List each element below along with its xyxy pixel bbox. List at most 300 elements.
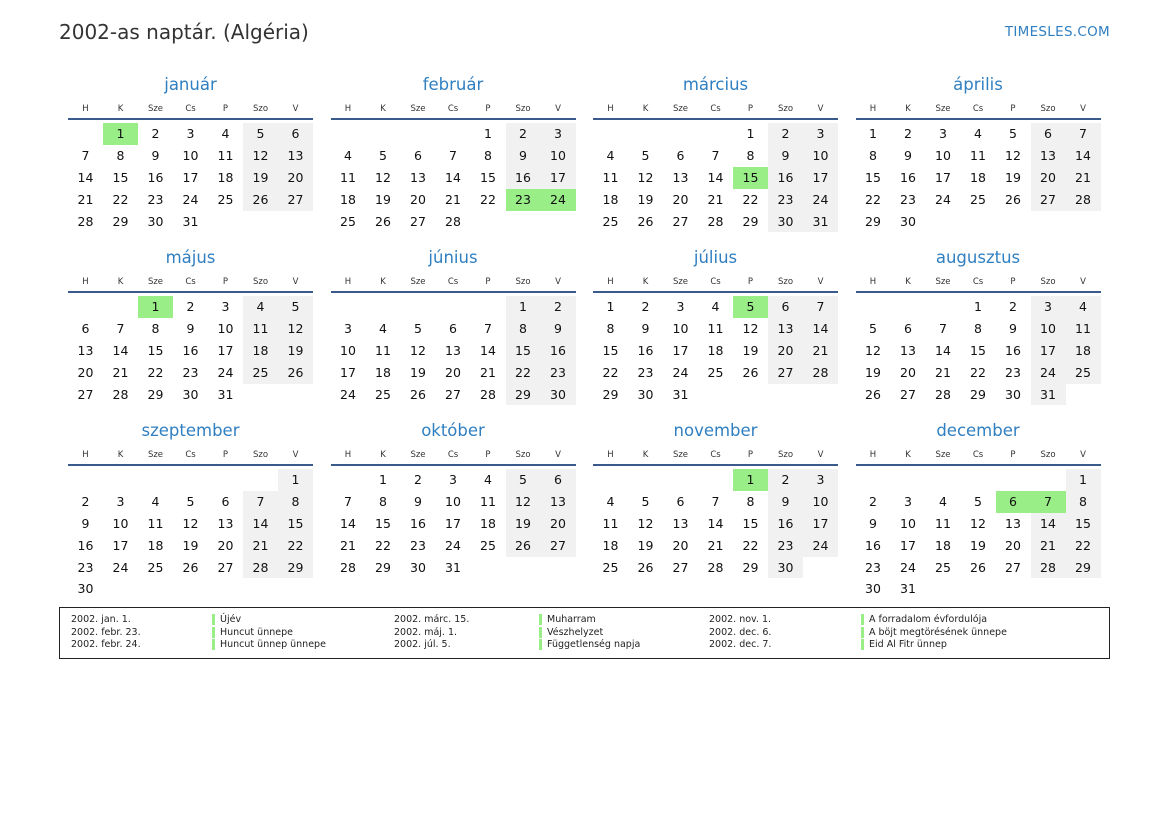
day-cell: 27	[445, 386, 461, 402]
day-cell: 24	[672, 364, 689, 380]
day-cell: 22	[742, 537, 759, 553]
empty-cell	[856, 296, 891, 318]
day-cell: 23	[1005, 364, 1021, 380]
weekday-label: K	[117, 277, 124, 287]
day-cell: 18	[480, 515, 496, 531]
day-cell: 13	[900, 342, 916, 358]
days-grid	[331, 123, 576, 232]
legend-name-column	[212, 614, 326, 652]
day-cell: 20	[1031, 167, 1066, 189]
day-cell: 26	[637, 213, 654, 229]
month-calendar	[593, 420, 838, 593]
day-cell: 7	[1066, 123, 1101, 145]
day-cell: 20	[445, 364, 461, 380]
day-cell: 27	[672, 213, 689, 229]
day-cell: 12	[375, 169, 391, 185]
day-cell: 16	[147, 169, 164, 185]
day-cell: 10	[445, 493, 461, 509]
day-cell: 21	[707, 191, 724, 207]
weekday-header	[856, 100, 1101, 120]
holiday-day-cell: 7	[1031, 491, 1066, 513]
day-cell: 4	[1066, 296, 1101, 318]
day-cell: 28	[340, 559, 356, 575]
weekday-label: Cs	[710, 450, 721, 460]
day-cell: 20	[217, 537, 234, 553]
empty-cell	[1031, 469, 1066, 491]
day-cell: 10	[182, 147, 199, 163]
day-cell: 26	[278, 362, 313, 384]
empty-cell	[593, 469, 628, 491]
weekday-label: V	[817, 450, 824, 460]
day-cell: 30	[900, 213, 916, 229]
day-cell: 17	[182, 169, 199, 185]
day-cell: 1	[484, 126, 492, 141]
day-cell: 1	[974, 299, 982, 314]
day-cell: 21	[243, 535, 278, 557]
day-cell: 8	[606, 320, 615, 336]
day-cell: 15	[375, 515, 391, 531]
month-name: március	[682, 75, 749, 94]
site-link[interactable]: TIMESLES.COM	[1004, 24, 1110, 40]
day-cell: 4	[484, 472, 492, 487]
days-grid	[593, 296, 838, 405]
day-cell: 14	[445, 169, 461, 185]
day-cell: 15	[970, 342, 986, 358]
day-cell: 10	[803, 491, 838, 513]
day-cell: 4	[606, 493, 615, 509]
weekday-label: Szo	[515, 450, 531, 460]
empty-cell	[173, 469, 208, 491]
month-calendar	[593, 247, 838, 420]
day-cell: 20	[541, 513, 576, 535]
weekday-label: V	[555, 277, 561, 287]
weekday-label: K	[642, 450, 649, 460]
day-cell: 6	[768, 296, 803, 318]
day-cell: 24	[217, 364, 234, 380]
day-cell: 25	[147, 559, 164, 575]
weekday-label: V	[1080, 277, 1086, 287]
day-cell: 17	[900, 537, 916, 553]
legend-holiday-name: Függetlenség napja	[539, 639, 640, 650]
weekday-label: Szo	[1040, 277, 1056, 287]
weekday-label: Szo	[777, 104, 794, 114]
day-cell: 31	[182, 213, 199, 229]
weekday-label: P	[1010, 450, 1016, 460]
days-grid	[856, 296, 1101, 405]
day-cell: 12	[506, 491, 541, 513]
day-cell: 9	[151, 147, 160, 163]
day-cell: 24	[803, 535, 838, 557]
month-calendar	[593, 74, 838, 247]
weekday-label: Sze	[147, 450, 164, 460]
day-cell: 12	[970, 515, 986, 531]
day-cell: 30	[865, 581, 881, 597]
weekday-label: Sze	[147, 277, 164, 287]
weekday-label: H	[607, 277, 614, 287]
month-name: július	[693, 248, 738, 267]
day-cell: 23	[77, 559, 94, 575]
day-cell: 21	[1066, 167, 1101, 189]
month-calendar	[856, 74, 1101, 247]
empty-cell	[926, 469, 961, 491]
day-cell: 23	[147, 191, 164, 207]
month-calendar	[68, 247, 313, 420]
weekday-label: P	[222, 104, 229, 114]
day-cell: 4	[151, 493, 160, 509]
day-cell: 14	[707, 515, 724, 531]
weekday-label: P	[222, 450, 229, 460]
day-cell: 2	[641, 299, 650, 314]
day-cell: 3	[1031, 296, 1066, 318]
day-cell: 27	[900, 386, 916, 402]
legend-holiday-name: A böjt megtörésének ünnepe	[861, 627, 1007, 638]
month-calendar	[856, 247, 1101, 420]
legend-date: 2002. jan. 1.	[71, 614, 131, 625]
weekday-header	[68, 273, 313, 293]
day-cell: 20	[1005, 537, 1021, 553]
month-calendar	[68, 74, 313, 247]
day-cell: 14	[112, 342, 129, 358]
holiday-day-cell: 24	[541, 189, 576, 211]
legend-name-column	[539, 614, 640, 652]
day-cell: 5	[1009, 126, 1017, 141]
day-cell: 18	[970, 169, 986, 185]
day-cell: 24	[182, 191, 199, 207]
weekday-label: H	[607, 104, 614, 114]
day-cell: 12	[637, 169, 654, 185]
day-cell: 31	[672, 386, 689, 402]
day-cell: 3	[803, 469, 838, 491]
day-cell: 19	[182, 537, 199, 553]
weekday-label: Szo	[252, 104, 269, 114]
weekday-label: Sze	[410, 450, 426, 460]
legend-row	[539, 639, 640, 652]
day-cell: 20	[278, 167, 313, 189]
day-cell: 8	[746, 147, 755, 163]
legend-holiday-name: A forradalom évfordulója	[861, 614, 987, 625]
day-cell: 26	[182, 559, 199, 575]
weekday-label: Szo	[777, 450, 794, 460]
day-cell: 28	[707, 213, 724, 229]
weekday-label: K	[380, 450, 386, 460]
day-cell: 3	[116, 493, 125, 509]
day-cell: 19	[278, 340, 313, 362]
weekday-label: Cs	[185, 104, 196, 114]
day-cell: 19	[970, 537, 986, 553]
weekday-label: Sze	[935, 450, 951, 460]
day-cell: 10	[1031, 318, 1066, 340]
day-cell: 22	[742, 191, 759, 207]
day-cell: 3	[541, 123, 576, 145]
day-cell: 22	[865, 191, 881, 207]
day-cell: 4	[379, 320, 387, 336]
day-cell: 24	[803, 189, 838, 211]
day-cell: 7	[344, 493, 352, 509]
day-cell: 25	[217, 191, 234, 207]
day-cell: 11	[147, 515, 164, 531]
day-cell: 4	[221, 126, 230, 141]
day-cell: 25	[340, 213, 356, 229]
month-name: május	[165, 248, 216, 267]
day-cell: 17	[340, 364, 356, 380]
weekday-label: H	[82, 450, 89, 460]
day-cell: 11	[1066, 318, 1101, 340]
day-cell: 2	[869, 493, 877, 509]
weekday-label: H	[607, 450, 614, 460]
day-cell: 22	[1066, 535, 1101, 557]
day-cell: 31	[803, 211, 838, 233]
days-grid	[856, 469, 1101, 600]
weekday-header	[331, 100, 576, 120]
day-cell: 5	[414, 320, 422, 336]
holiday-day-cell: 6	[996, 491, 1031, 513]
day-cell: 15	[147, 342, 164, 358]
weekday-label: Szo	[1040, 104, 1056, 114]
day-cell: 4	[939, 493, 947, 509]
weekday-label: Cs	[710, 277, 721, 287]
day-cell: 24	[900, 559, 916, 575]
day-cell: 18	[147, 537, 164, 553]
weekday-header	[593, 100, 838, 120]
day-cell: 7	[81, 147, 90, 163]
legend-holiday-name: Újév	[212, 614, 241, 625]
day-cell: 7	[939, 320, 947, 336]
day-cell: 11	[480, 493, 496, 509]
day-cell: 14	[707, 169, 724, 185]
day-cell: 13	[541, 491, 576, 513]
legend-row	[861, 614, 1007, 627]
weekday-label: Szo	[252, 450, 269, 460]
day-cell: 12	[865, 342, 881, 358]
day-cell: 27	[278, 189, 313, 211]
day-cell: 19	[410, 364, 426, 380]
empty-cell	[628, 123, 663, 145]
day-cell: 9	[81, 515, 90, 531]
empty-cell	[401, 123, 436, 145]
day-cell: 1	[278, 469, 313, 491]
day-cell: 17	[217, 342, 234, 358]
weekday-label: Cs	[972, 104, 984, 114]
day-cell: 30	[410, 559, 426, 575]
day-cell: 13	[672, 515, 689, 531]
day-cell: 6	[676, 493, 685, 509]
holiday-day-cell: 1	[138, 296, 173, 318]
day-cell: 12	[637, 515, 654, 531]
day-cell: 23	[182, 364, 199, 380]
legend-holiday-name: Muharram	[539, 614, 596, 625]
day-cell: 25	[707, 364, 724, 380]
weekday-label: H	[82, 277, 89, 287]
day-cell: 11	[602, 515, 619, 531]
day-cell: 7	[449, 147, 457, 163]
weekday-label: P	[1010, 104, 1016, 114]
day-cell: 11	[602, 169, 619, 185]
day-cell: 4	[243, 296, 278, 318]
day-cell: 3	[803, 123, 838, 145]
weekday-label: P	[747, 104, 754, 114]
empty-cell	[68, 123, 103, 145]
day-cell: 27	[1005, 559, 1021, 575]
day-cell: 12	[278, 318, 313, 340]
day-cell: 10	[112, 515, 129, 531]
empty-cell	[68, 296, 103, 318]
day-cell: 10	[935, 147, 951, 163]
empty-cell	[698, 123, 733, 145]
day-cell: 31	[217, 386, 234, 402]
day-cell: 11	[935, 515, 951, 531]
day-cell: 27	[768, 362, 803, 384]
day-cell: 29	[970, 386, 986, 402]
day-cell: 24	[935, 191, 951, 207]
day-cell: 28	[112, 386, 129, 402]
day-cell: 17	[445, 515, 461, 531]
day-cell: 13	[672, 169, 689, 185]
day-cell: 16	[900, 169, 916, 185]
day-cell: 26	[637, 559, 654, 575]
day-cell: 13	[768, 318, 803, 340]
empty-cell	[471, 296, 506, 318]
empty-cell	[856, 469, 891, 491]
day-cell: 8	[484, 147, 492, 163]
weekday-label: V	[292, 450, 299, 460]
month-name: december	[936, 421, 1020, 440]
empty-cell	[436, 123, 471, 145]
day-cell: 22	[278, 535, 313, 557]
month-calendar	[331, 420, 576, 593]
day-cell: 30	[1005, 386, 1021, 402]
day-cell: 23	[865, 559, 881, 575]
day-cell: 16	[768, 513, 803, 535]
day-cell: 2	[1009, 299, 1017, 314]
empty-cell	[366, 123, 401, 145]
weekday-label: Sze	[935, 277, 951, 287]
weekday-label: P	[1010, 277, 1016, 287]
day-cell: 12	[182, 515, 199, 531]
empty-cell	[208, 469, 243, 491]
empty-cell	[401, 296, 436, 318]
day-cell: 29	[602, 386, 619, 402]
day-cell: 29	[1066, 557, 1101, 579]
day-cell: 18	[602, 191, 619, 207]
day-cell: 28	[480, 386, 496, 402]
day-cell: 29	[506, 384, 541, 406]
legend-date: 2002. máj. 1.	[394, 626, 458, 638]
empty-cell	[103, 469, 138, 491]
day-cell: 15	[1066, 513, 1101, 535]
weekday-label: Sze	[672, 277, 689, 287]
day-cell: 19	[375, 191, 391, 207]
day-cell: 2	[506, 123, 541, 145]
day-cell: 26	[410, 386, 426, 402]
legend-date-column	[709, 614, 771, 652]
day-cell: 24	[1031, 362, 1066, 384]
day-cell: 8	[506, 318, 541, 340]
day-cell: 27	[1031, 189, 1066, 211]
day-cell: 9	[186, 320, 195, 336]
day-cell: 16	[506, 167, 541, 189]
day-cell: 12	[243, 145, 278, 167]
weekday-label: V	[1080, 104, 1086, 114]
day-cell: 7	[711, 493, 720, 509]
weekday-label: Cs	[710, 104, 721, 114]
day-cell: 15	[480, 169, 496, 185]
weekday-label: P	[485, 104, 491, 114]
weekday-header	[331, 446, 576, 466]
day-cell: 22	[602, 364, 619, 380]
legend-row	[212, 639, 326, 652]
weekday-header	[856, 273, 1101, 293]
day-cell: 27	[77, 386, 94, 402]
day-cell: 15	[112, 169, 129, 185]
day-cell: 9	[506, 145, 541, 167]
weekday-label: Cs	[972, 450, 984, 460]
day-cell: 19	[1005, 169, 1021, 185]
day-cell: 2	[414, 472, 422, 487]
days-grid	[856, 123, 1101, 232]
empty-cell	[103, 296, 138, 318]
day-cell: 15	[506, 340, 541, 362]
day-cell: 21	[707, 537, 724, 553]
days-grid	[593, 123, 838, 232]
month-name: augusztus	[935, 248, 1021, 267]
day-cell: 20	[672, 537, 689, 553]
legend-row	[861, 627, 1007, 640]
day-cell: 29	[742, 213, 759, 229]
day-cell: 3	[221, 299, 230, 314]
weekday-header	[331, 273, 576, 293]
day-cell: 2	[768, 469, 803, 491]
day-cell: 24	[112, 559, 129, 575]
weekday-label: V	[292, 277, 299, 287]
day-cell: 20	[77, 364, 94, 380]
day-cell: 19	[742, 342, 759, 358]
month-name: november	[673, 421, 758, 440]
legend-holiday-name: Eid Al Fitr ünnep	[861, 639, 947, 650]
day-cell: 4	[711, 299, 720, 314]
day-cell: 9	[768, 491, 803, 513]
day-cell: 9	[1009, 320, 1017, 336]
day-cell: 17	[803, 167, 838, 189]
day-cell: 14	[480, 342, 496, 358]
day-cell: 10	[900, 515, 916, 531]
day-cell: 3	[939, 126, 947, 141]
days-grid	[331, 296, 576, 405]
day-cell: 6	[904, 320, 912, 336]
day-cell: 23	[410, 537, 426, 553]
day-cell: 25	[375, 386, 391, 402]
empty-cell	[891, 469, 926, 491]
day-cell: 6	[81, 320, 90, 336]
day-cell: 30	[768, 557, 803, 579]
legend-row	[212, 614, 326, 627]
empty-cell	[331, 296, 366, 318]
day-cell: 26	[865, 386, 881, 402]
weekday-header	[68, 100, 313, 120]
day-cell: 2	[81, 493, 90, 509]
day-cell: 16	[865, 537, 881, 553]
month-name: szeptember	[141, 421, 240, 440]
day-cell: 21	[935, 364, 951, 380]
day-cell: 12	[1005, 147, 1021, 163]
day-cell: 20	[768, 340, 803, 362]
day-cell: 14	[340, 515, 356, 531]
weekday-label: Szo	[515, 277, 531, 287]
day-cell: 13	[445, 342, 461, 358]
day-cell: 29	[375, 559, 391, 575]
weekday-label: P	[747, 277, 754, 287]
days-grid	[331, 469, 576, 578]
day-cell: 23	[900, 191, 916, 207]
